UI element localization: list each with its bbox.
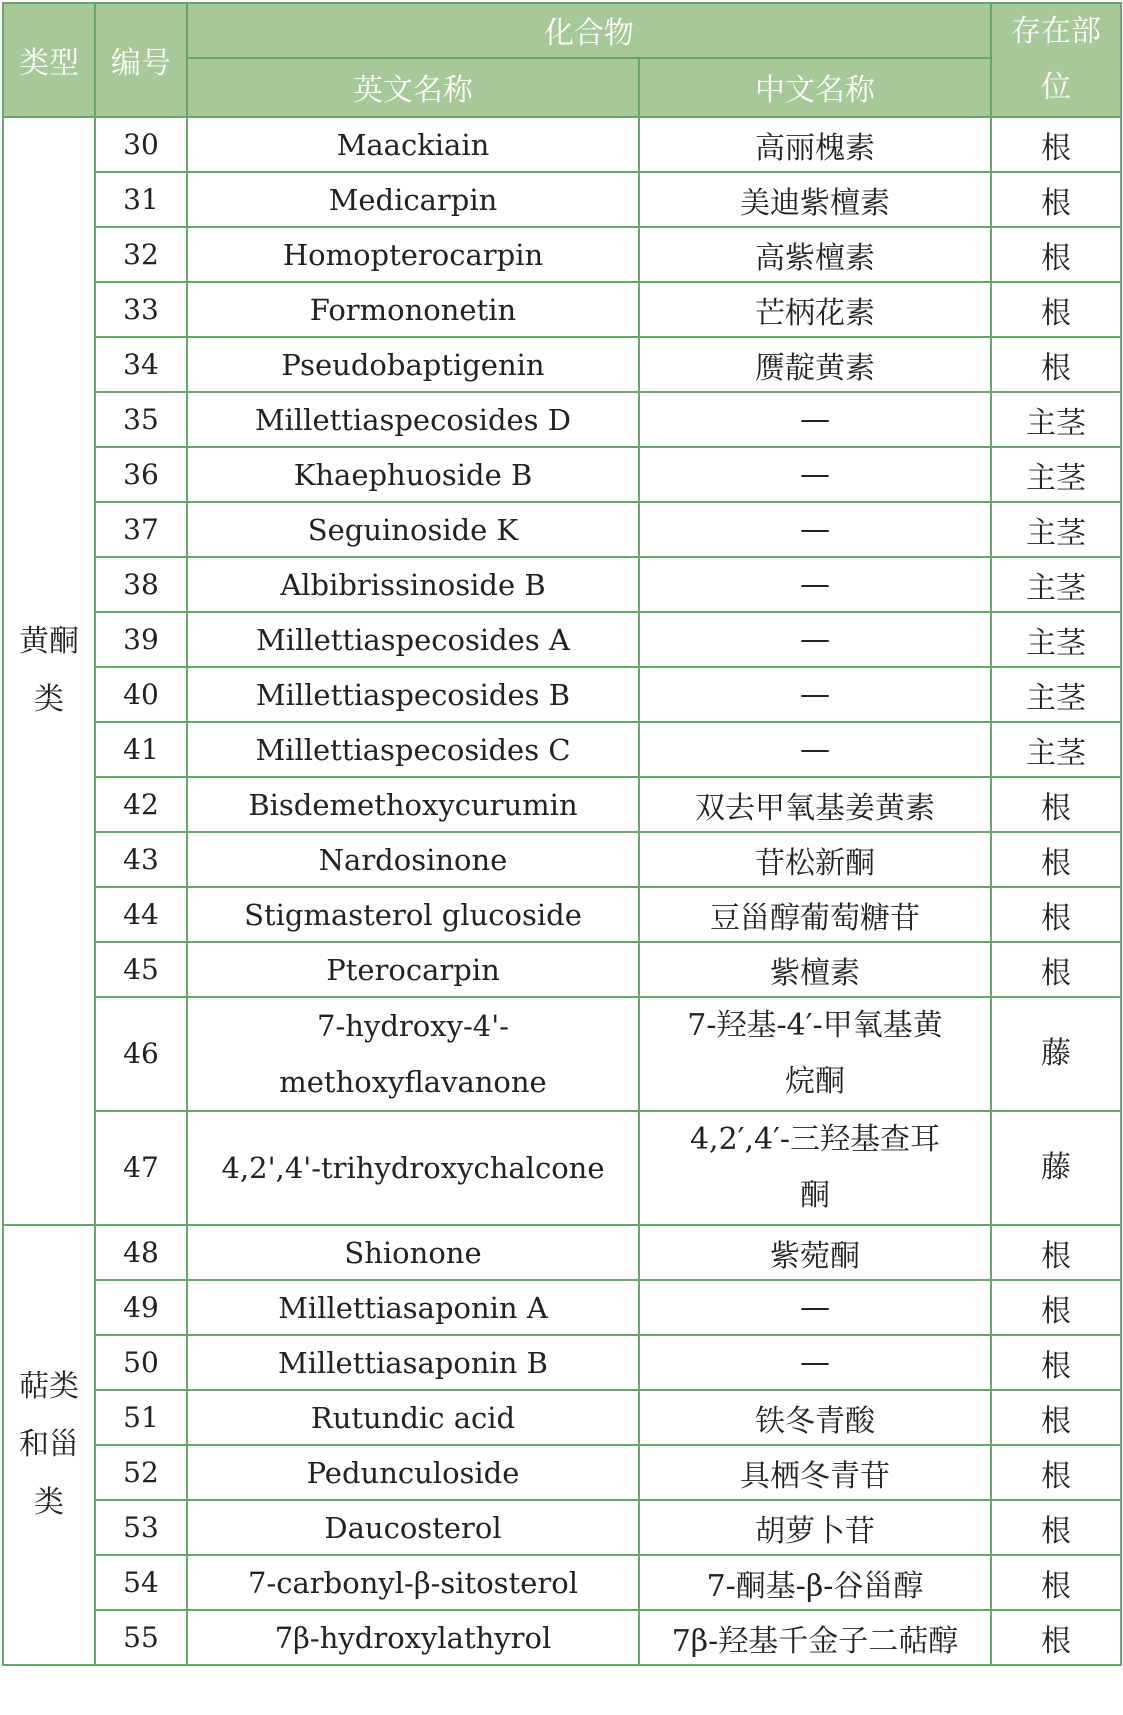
compound-number: 32 (95, 227, 187, 282)
compound-number: 50 (95, 1335, 187, 1390)
chinese-name-line1: 7-羟基-4′-甲氧基黄 (687, 1008, 943, 1043)
compound-table (2, 2, 1122, 1666)
english-name: Millettiaspecosides D (187, 392, 639, 447)
compound-number: 51 (95, 1390, 187, 1445)
english-name: Homopterocarpin (187, 227, 639, 282)
table-row (3, 1225, 1121, 1280)
location: 根 (991, 1225, 1121, 1280)
table-row (3, 117, 1121, 172)
english-name-line2: methoxyflavanone (279, 1065, 547, 1099)
location: 根 (991, 942, 1121, 997)
chinese-name (639, 1111, 991, 1225)
header-number: 编号 (95, 3, 187, 117)
location: 主茎 (991, 667, 1121, 722)
english-name: Millettiaspecosides A (187, 612, 639, 667)
location: 主茎 (991, 392, 1121, 447)
table-row (3, 1390, 1121, 1445)
table-row (3, 1335, 1121, 1390)
english-name: 7-carbonyl-β-sitosterol (187, 1555, 639, 1610)
compound-number: 30 (95, 117, 187, 172)
english-name: Pterocarpin (187, 942, 639, 997)
chinese-name: 7β-羟基千金子二萜醇 (639, 1610, 991, 1665)
table-row (3, 447, 1121, 502)
compound-number: 45 (95, 942, 187, 997)
table-row (3, 1555, 1121, 1610)
english-name: Khaephuoside B (187, 447, 639, 502)
chinese-name (639, 997, 991, 1111)
table-row (3, 1610, 1121, 1665)
header-compound: 化合物 (187, 3, 991, 58)
table-row (3, 1280, 1121, 1335)
compound-number: 54 (95, 1555, 187, 1610)
table-row (3, 722, 1121, 777)
english-name: Shionone (187, 1225, 639, 1280)
chinese-name: — (639, 722, 991, 777)
table-row (3, 502, 1121, 557)
location: 根 (991, 887, 1121, 942)
location: 主茎 (991, 557, 1121, 612)
chinese-name: 高紫檀素 (639, 227, 991, 282)
chinese-name: — (639, 667, 991, 722)
location: 根 (991, 117, 1121, 172)
english-name: 7β-hydroxylathyrol (187, 1610, 639, 1665)
table-row (3, 1500, 1121, 1555)
chinese-name: — (639, 392, 991, 447)
english-name: Nardosinone (187, 832, 639, 887)
compound-number: 47 (95, 1111, 187, 1225)
location: 根 (991, 337, 1121, 392)
chinese-name-line2: 烷酮 (785, 1064, 845, 1099)
chinese-name: 赝靛黄素 (639, 337, 991, 392)
chinese-name: — (639, 502, 991, 557)
header-row-1 (3, 3, 1121, 58)
compound-number: 52 (95, 1445, 187, 1500)
location: 根 (991, 172, 1121, 227)
compound-number: 53 (95, 1500, 187, 1555)
chinese-name: — (639, 1280, 991, 1335)
chinese-name: 紫檀素 (639, 942, 991, 997)
location: 根 (991, 1555, 1121, 1610)
table-row (3, 172, 1121, 227)
english-name: Millettiasaponin A (187, 1280, 639, 1335)
location: 根 (991, 1390, 1121, 1445)
table-row (3, 1111, 1121, 1225)
compound-number: 39 (95, 612, 187, 667)
table-row (3, 832, 1121, 887)
english-name: 4,2',4'-trihydroxychalcone (187, 1111, 639, 1225)
location: 藤 (991, 997, 1121, 1111)
english-name: Bisdemethoxycurumin (187, 777, 639, 832)
english-name: Formononetin (187, 282, 639, 337)
table-row (3, 282, 1121, 337)
table-row (3, 227, 1121, 282)
table-row (3, 777, 1121, 832)
english-name: Rutundic acid (187, 1390, 639, 1445)
english-name: Stigmasterol glucoside (187, 887, 639, 942)
chinese-name: 豆甾醇葡萄糖苷 (639, 887, 991, 942)
chinese-name: 芒柄花素 (639, 282, 991, 337)
chinese-name: 具栖冬青苷 (639, 1445, 991, 1500)
english-name: Pedunculoside (187, 1445, 639, 1500)
english-name: Pseudobaptigenin (187, 337, 639, 392)
english-name: Seguinoside K (187, 502, 639, 557)
table-row (3, 337, 1121, 392)
group-type-flavonoids: 黄酮类 (3, 117, 95, 1225)
table-row (3, 392, 1121, 447)
chinese-name: — (639, 557, 991, 612)
chinese-name-line1: 4,2′,4′-三羟基查耳 (689, 1122, 941, 1157)
compound-number: 43 (95, 832, 187, 887)
chinese-name: 高丽槐素 (639, 117, 991, 172)
chinese-name: 美迪紫檀素 (639, 172, 991, 227)
location: 主茎 (991, 722, 1121, 777)
location: 根 (991, 1335, 1121, 1390)
compound-number: 49 (95, 1280, 187, 1335)
chinese-name: 双去甲氧基姜黄素 (639, 777, 991, 832)
header-location: 存在部位 (991, 3, 1121, 117)
chinese-name: 铁冬青酸 (639, 1390, 991, 1445)
location: 根 (991, 832, 1121, 887)
compound-number: 55 (95, 1610, 187, 1665)
location: 根 (991, 1280, 1121, 1335)
compound-number: 40 (95, 667, 187, 722)
group-type-terpenoids-steroids: 萜类和甾类 (3, 1225, 95, 1665)
chinese-name-line2: 酮 (800, 1178, 830, 1213)
table-row (3, 612, 1121, 667)
header-english-name: 英文名称 (187, 58, 639, 117)
compound-number: 36 (95, 447, 187, 502)
table-row (3, 997, 1121, 1111)
location: 根 (991, 777, 1121, 832)
compound-number: 31 (95, 172, 187, 227)
english-name: Medicarpin (187, 172, 639, 227)
compound-number: 42 (95, 777, 187, 832)
location: 主茎 (991, 447, 1121, 502)
english-name: Daucosterol (187, 1500, 639, 1555)
compound-number: 38 (95, 557, 187, 612)
table-row (3, 887, 1121, 942)
compound-number: 41 (95, 722, 187, 777)
english-name: Millettiaspecosides C (187, 722, 639, 777)
compound-number: 33 (95, 282, 187, 337)
chinese-name: 胡萝卜苷 (639, 1500, 991, 1555)
location: 藤 (991, 1111, 1121, 1225)
chinese-name: 紫菀酮 (639, 1225, 991, 1280)
compound-number: 46 (95, 997, 187, 1111)
table-row (3, 557, 1121, 612)
chinese-name: — (639, 612, 991, 667)
compound-number: 44 (95, 887, 187, 942)
english-name: Albibrissinoside B (187, 557, 639, 612)
compound-number: 35 (95, 392, 187, 447)
location: 主茎 (991, 502, 1121, 557)
table-row (3, 1445, 1121, 1500)
location: 根 (991, 227, 1121, 282)
compound-number: 37 (95, 502, 187, 557)
compound-number: 34 (95, 337, 187, 392)
location: 根 (991, 282, 1121, 337)
table-row (3, 942, 1121, 997)
english-name: Maackiain (187, 117, 639, 172)
table-row (3, 667, 1121, 722)
english-name-line1: 7-hydroxy-4'- (317, 1009, 509, 1043)
chinese-name: 苷松新酮 (639, 832, 991, 887)
location: 根 (991, 1500, 1121, 1555)
location: 根 (991, 1445, 1121, 1500)
chinese-name: — (639, 1335, 991, 1390)
chinese-name: 7-酮基-β-谷甾醇 (639, 1555, 991, 1610)
location: 主茎 (991, 612, 1121, 667)
english-name (187, 997, 639, 1111)
english-name: Millettiaspecosides B (187, 667, 639, 722)
location: 根 (991, 1610, 1121, 1665)
chinese-name: — (639, 447, 991, 502)
english-name: Millettiasaponin B (187, 1335, 639, 1390)
header-chinese-name: 中文名称 (639, 58, 991, 117)
compound-number: 48 (95, 1225, 187, 1280)
header-type: 类型 (3, 3, 95, 117)
